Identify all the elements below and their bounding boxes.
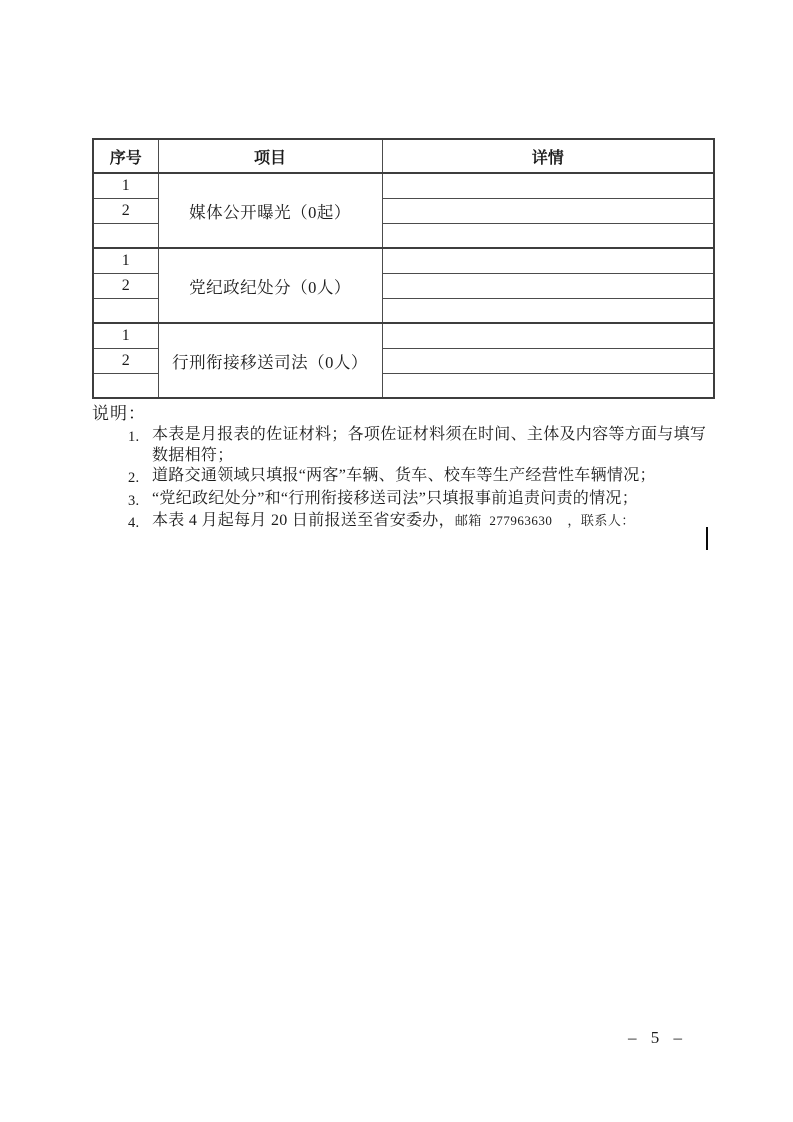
serial-cell [93, 298, 158, 323]
note-number: 1. [128, 429, 140, 445]
item-cell-media-exposure: 媒体公开曝光（0起） [158, 173, 382, 248]
evidence-table [92, 138, 715, 399]
page-number: – 5 – [628, 1028, 687, 1047]
note-number: 3. [128, 492, 140, 509]
table-row [93, 323, 714, 348]
detail-cell [382, 348, 714, 373]
note-text-mailbox: 邮箱 277963630 ，联系人： [454, 513, 635, 528]
detail-cell [382, 173, 714, 198]
note-item-3 [128, 489, 716, 512]
table-row [93, 173, 714, 198]
header-item: 项目 [158, 139, 382, 173]
serial-cell: 1 [93, 173, 158, 198]
note-number: 4. [128, 515, 140, 531]
note-text: 本表是月报表的佐证材料；各项佐证材料须在时间、主体及内容等方面与填写数据相符； [152, 426, 707, 464]
header-serial: 序号 [93, 139, 158, 173]
serial-cell [93, 223, 158, 248]
item-cell-party-discipline: 党纪政纪处分（0人） [158, 248, 382, 323]
serial-cell: 2 [93, 198, 158, 223]
item-cell-judicial-transfer: 行刑衔接移送司法（0人） [158, 323, 382, 398]
detail-cell [382, 273, 714, 298]
table-header-row [93, 139, 714, 173]
note-number: 2. [128, 470, 140, 486]
note-text [152, 511, 716, 534]
text-cursor[interactable] [706, 527, 708, 550]
serial-cell: 2 [93, 273, 158, 298]
serial-cell [93, 373, 158, 398]
note-text-main: 本表 4 月起每月 20 日前报送至省安委办， [152, 512, 455, 529]
detail-cell [382, 298, 714, 323]
serial-cell: 1 [93, 248, 158, 273]
detail-cell [382, 323, 714, 348]
detail-cell [382, 223, 714, 248]
note-item-4 [128, 511, 716, 534]
serial-cell: 1 [93, 323, 158, 348]
detail-cell [382, 248, 714, 273]
note-text: 道路交通领域只填报“两客”车辆、货车、校车等生产经营性车辆情况； [152, 467, 656, 484]
table-row [93, 248, 714, 273]
serial-cell: 2 [93, 348, 158, 373]
note-item-2 [128, 466, 716, 489]
note-text: “党纪政纪处分”和“行刑衔接移送司法”只填报事前追责问责的情况； [152, 489, 639, 507]
notes-heading: 说明： [92, 404, 146, 423]
detail-cell [382, 198, 714, 223]
note-item-1 [128, 425, 716, 466]
header-detail: 详情 [382, 139, 714, 173]
detail-cell [382, 373, 714, 398]
notes-section [92, 403, 716, 534]
